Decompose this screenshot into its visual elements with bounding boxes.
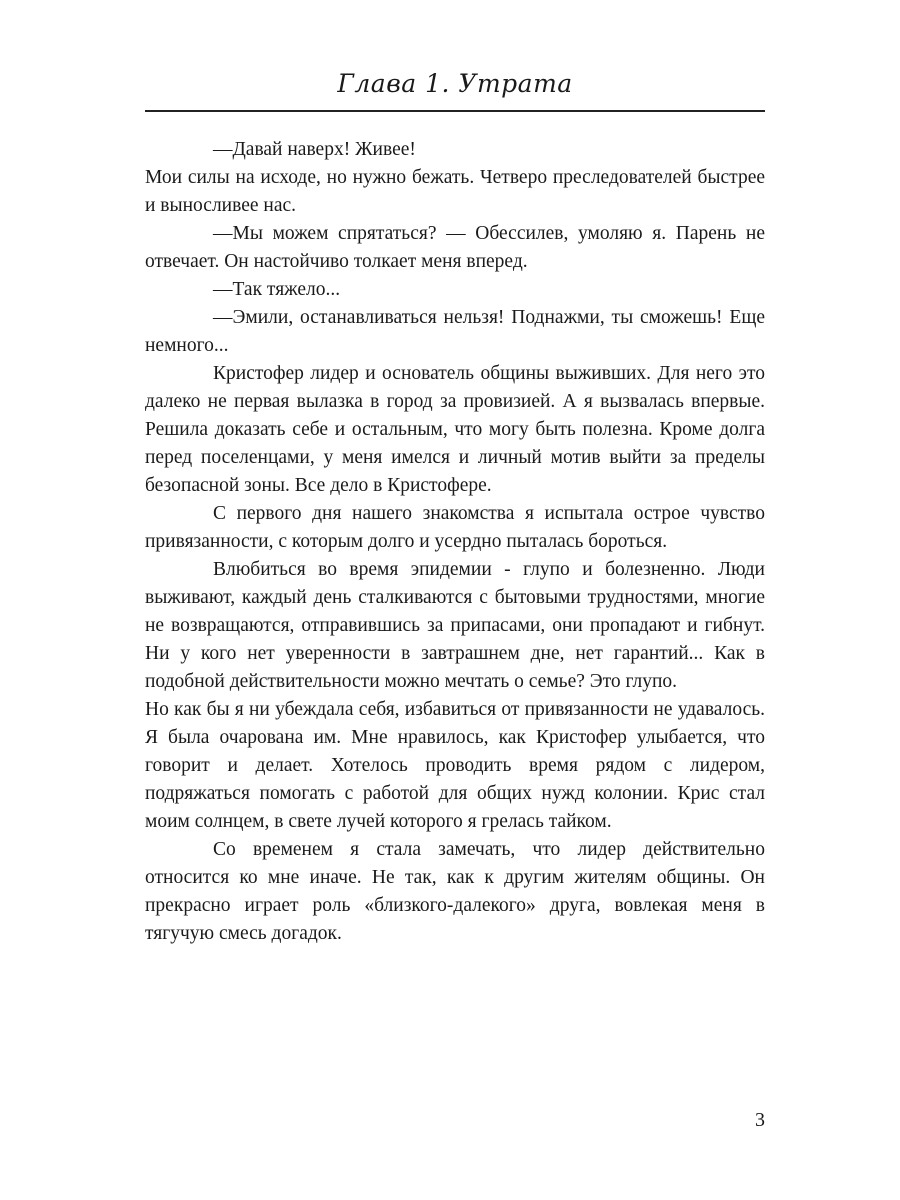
chapter-title: Глава 1. Утрата bbox=[337, 69, 573, 98]
header-rule bbox=[145, 110, 765, 112]
body-text bbox=[145, 136, 765, 948]
paragraph-5: —Эмили, останавливаться нельзя! Поднажми, ты сможешь! Еще немного... bbox=[145, 307, 765, 356]
paragraph-2: Мои силы на исходе, но нужно бежать. Четверо преследователей быстрее и выносливее нас. bbox=[145, 167, 765, 216]
paragraph-7: С первого дня нашего знакомства я испытала острое чувство привязанности, с которым долго и усердно пыталась бороться. bbox=[145, 503, 765, 552]
paragraph-4: —Так тяжело... bbox=[213, 279, 341, 300]
page-number: 3 bbox=[755, 1109, 765, 1131]
paragraph-9: Но как бы я ни убеждала себя, избавиться от привязанности не удавалось. Я была очарована им. Мне нравилось, как Кристофер улыбается, что говорит и делает. Хотелось проводить время рядом с лидером, подряжаться помогать с работой для общих нужд колонии. Крис стал моим солнцем, в свете лучей которого я грелась тайком. bbox=[145, 699, 765, 832]
paragraph-6: Кристофер лидер и основатель общины выживших. Для него это далеко не первая вылазка в город за провизией. А я вызвалась впервые. Решила доказать себе и остальным, что могу быть полезна. Кроме долга перед поселенцами, у меня имелся и личный мотив выйти за пределы безопасной зоны. Все дело в Кристофере. bbox=[145, 363, 765, 496]
paragraph-10: Со временем я стала замечать, что лидер действительно относится ко мне иначе. Не так, как к другим жителям общины. Он прекрасно играет роль «близкого-далекого» друга, вовлекая меня в тягучую смесь догадок. bbox=[145, 839, 765, 944]
paragraph-3: —Мы можем спрятаться? — Обессилев, умоляю я. Парень не отвечает. Он настойчиво толкает меня вперед. bbox=[145, 223, 765, 272]
paragraph-1: —Давай наверх! Живее! bbox=[213, 139, 416, 160]
paragraph-8: Влюбиться во время эпидемии - глупо и болезненно. Люди выживают, каждый день сталкиваются с бытовыми трудностями, многие не возвращаются, отправившись за припасами, они пропадают и гибнут. Ни у кого нет уверенности в завтрашнем дне, нет гарантий... Как в подобной действительности можно мечтать о семье? Это глупо. bbox=[145, 559, 765, 692]
